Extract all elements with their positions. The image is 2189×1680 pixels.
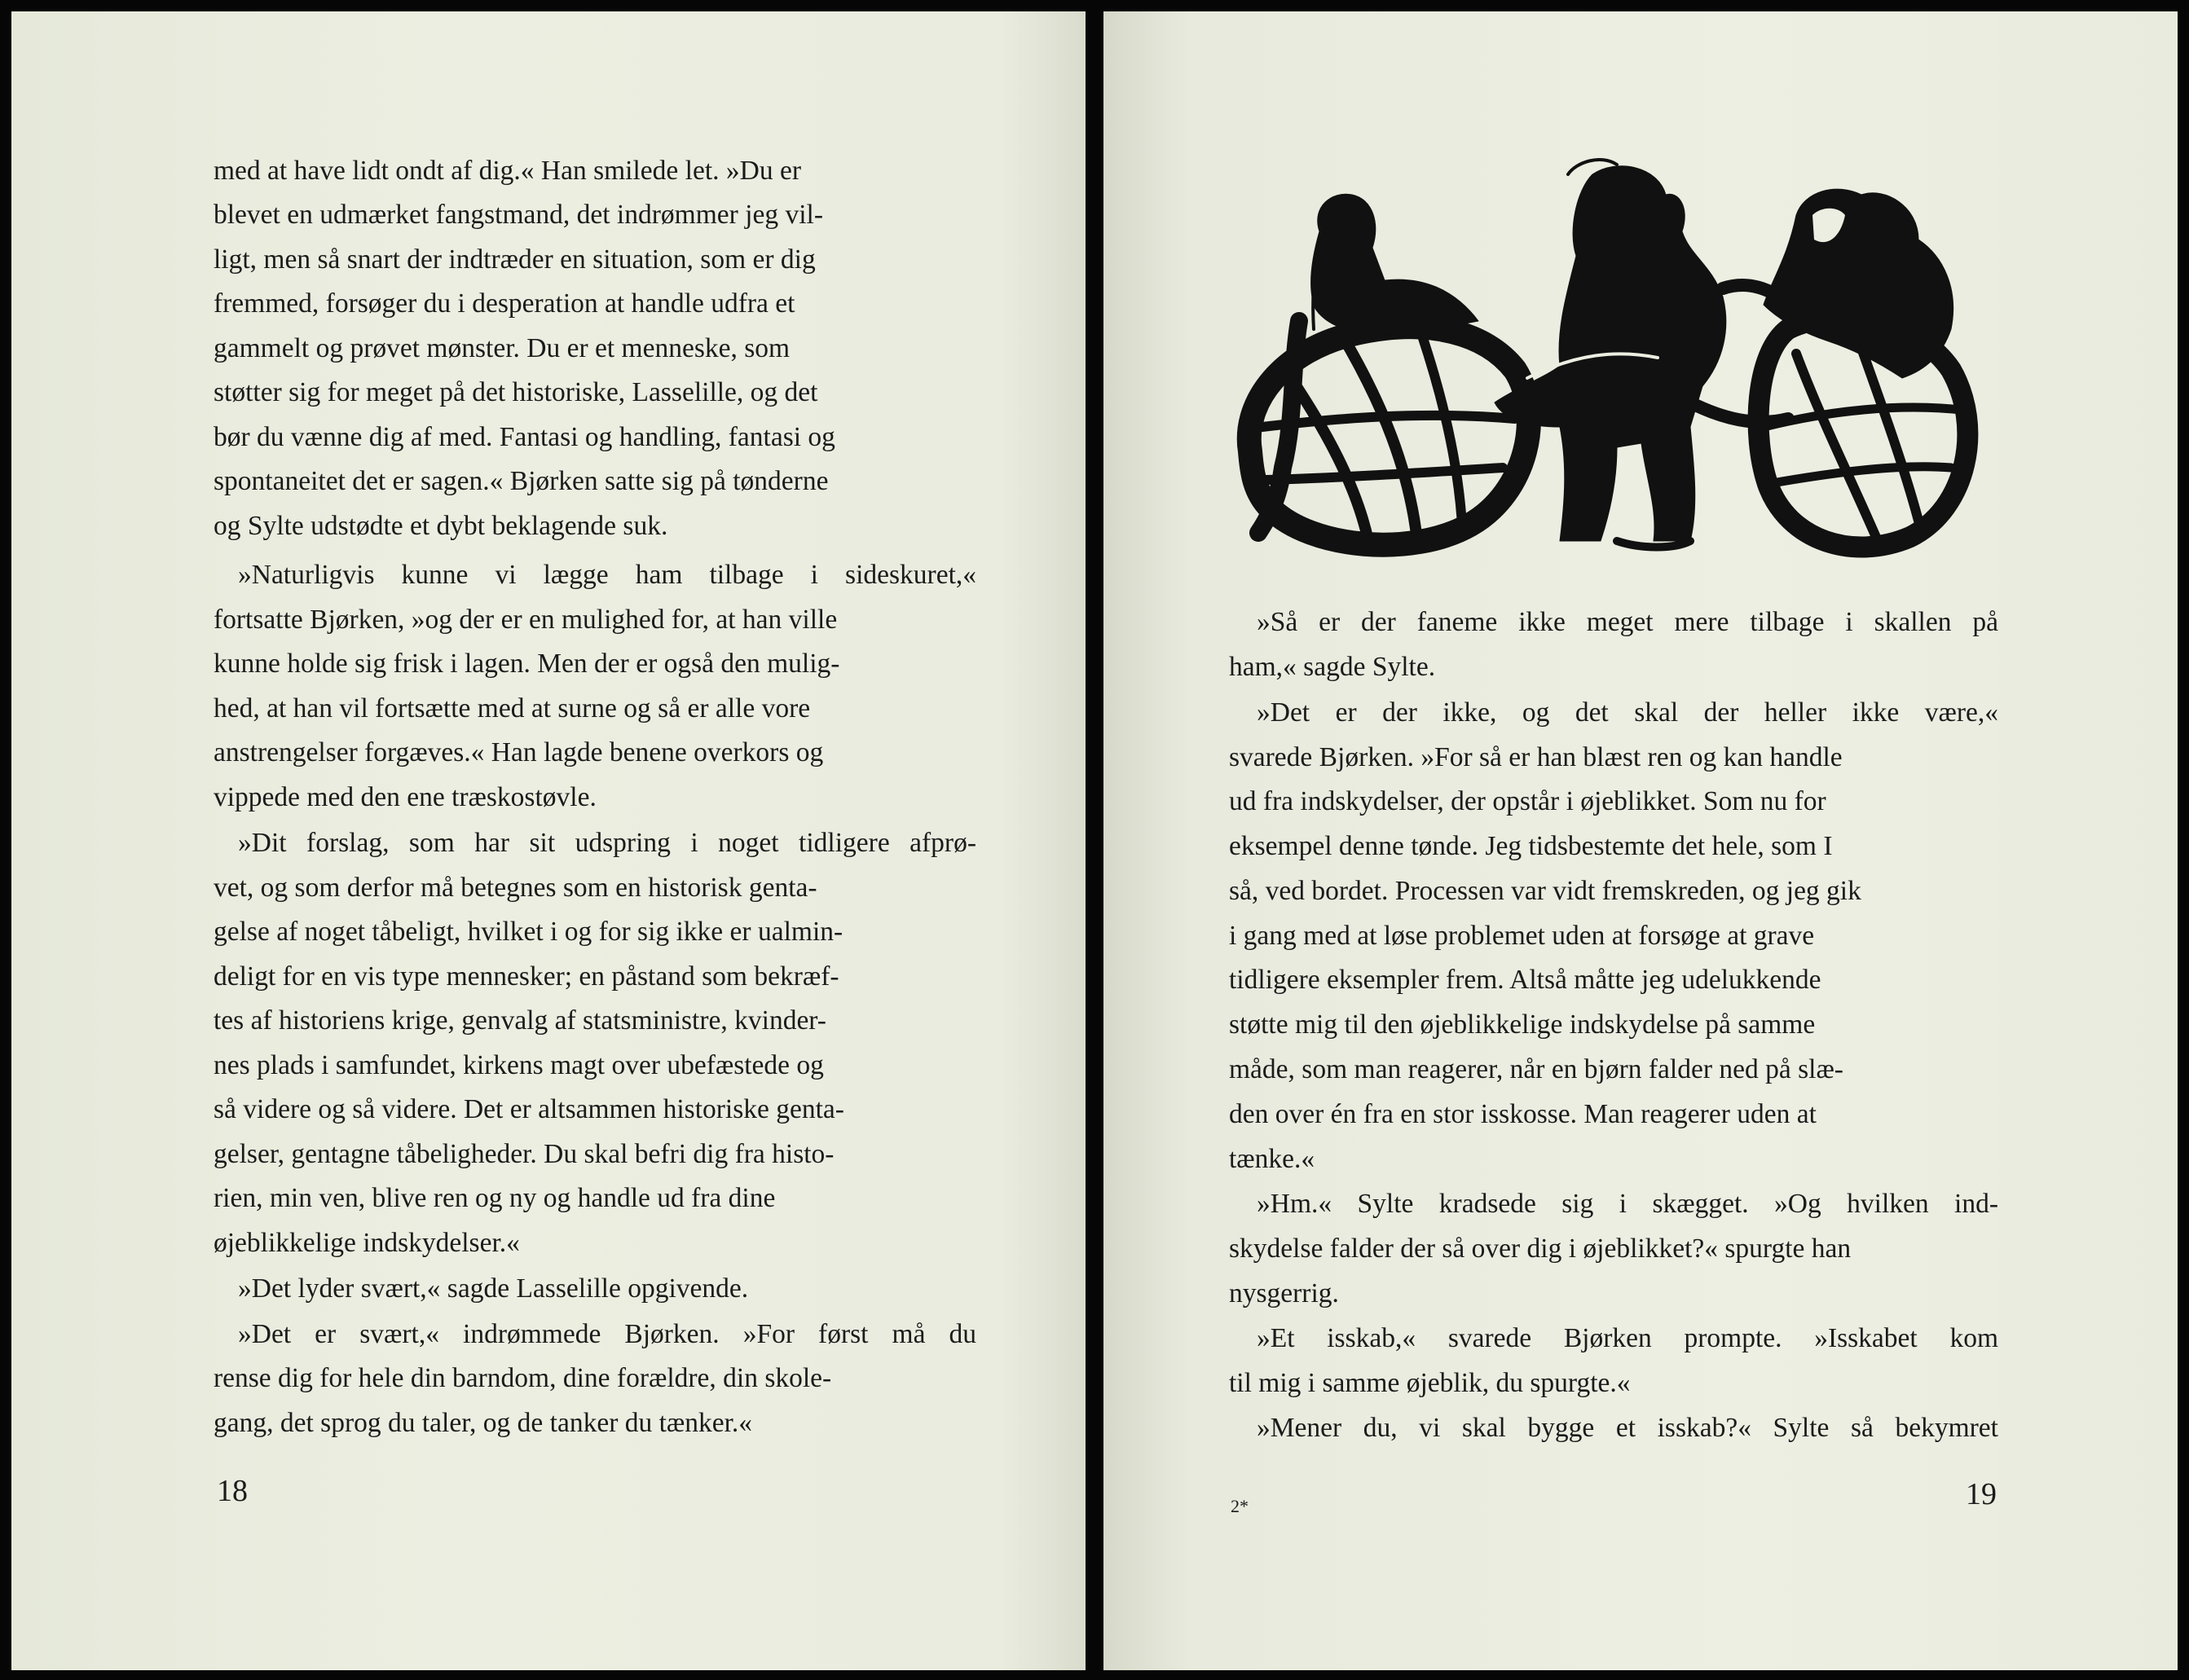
text-line: så, ved bordet. Processen var vidt fremskreden, og jeg gik (1229, 876, 1861, 906)
text-line: gelser, gentagne tåbeligheder. Du skal befri dig fra histo- (214, 1139, 835, 1169)
text-line: gang, det sprog du taler, og de tanker du tænker.« (214, 1408, 753, 1438)
text-line: tes af historiens krige, genvalg af statsministre, kvinder- (214, 1005, 826, 1036)
text-line: anstrengelser forgæves.« Han lagde benene overkors og (214, 737, 824, 767)
text-line: ud fra indskydelser, der opstår i øjeblikket. Som nu for (1229, 786, 1826, 816)
text-line: »Dit forslag, som har sit udspring i noget tidligere afprø- (238, 828, 976, 858)
ink-illustration-figures-with-barrels (1234, 158, 1984, 574)
text-line: rien, min ven, blive ren og ny og handle ud fra dine (214, 1183, 776, 1213)
text-line: og Sylte udstødte et dybt beklagende suk. (214, 511, 668, 541)
text-line: støtter sig for meget på det historiske, Lasselille, og det (214, 377, 818, 407)
page-number: 18 (217, 1474, 248, 1508)
text-line: »Det er der ikke, og det skal der heller ikke være,« (1257, 697, 1998, 728)
text-line: »Et isskab,« svarede Bjørken prompte. »Isskabet kom (1257, 1323, 1998, 1353)
text-line: øjeblikkelige indskydelser.« (214, 1228, 520, 1258)
text-line: »Det er svært,« indrømmede Bjørken. »For først må du (238, 1319, 976, 1349)
text-line: rense dig for hele din barndom, dine forældre, din skole- (214, 1363, 832, 1393)
text-line: hed, at han vil fortsætte med at surne og så er alle vore (214, 693, 811, 723)
text-line: gammelt og prøvet mønster. Du er et menneske, som (214, 333, 791, 363)
text-line: »Hm.« Sylte kradsede sig i skægget. »Og hvilken ind- (1257, 1189, 1998, 1219)
text-line: med at have lidt ondt af dig.« Han smilede let. »Du er (214, 156, 801, 186)
text-line: »Mener du, vi skal bygge et isskab?« Sylte så bekymret (1257, 1413, 1998, 1443)
text-line: fortsatte Bjørken, »og der er en mulighed for, at han ville (214, 605, 838, 635)
text-line: støtte mig til den øjeblikkelige indskydelse på samme (1229, 1009, 1816, 1040)
text-line: »Så er der faneme ikke meget mere tilbage i skallen på (1257, 607, 1998, 637)
text-line: eksempel denne tønde. Jeg tidsbestemte det hele, som I (1229, 831, 1833, 861)
right-page (1103, 11, 2178, 1670)
text-line: »Det lyder svært,« sagde Lasselille opgivende. (238, 1273, 749, 1304)
text-line: nes plads i samfundet, kirkens magt over ubefæstede og (214, 1050, 824, 1080)
text-line: måde, som man reagerer, når en bjørn falder ned på slæ- (1229, 1054, 1843, 1084)
text-line: nysgerrig. (1229, 1278, 1339, 1308)
text-line: kunne holde sig frisk i lagen. Men der er også den mulig- (214, 649, 840, 679)
text-line: den over én fra en stor isskosse. Man reagerer uden at (1229, 1099, 1817, 1129)
text-line: i gang med at løse problemet uden at forsøge at grave (1229, 921, 1815, 951)
text-line: bør du vænne dig af med. Fantasi og handling, fantasi og (214, 422, 835, 452)
text-line: deligt for en vis type mennesker; en påstand som bekræf- (214, 961, 839, 992)
text-line: »Naturligvis kunne vi lægge ham tilbage i sideskuret,« (238, 560, 976, 590)
text-line: vet, og som derfor må betegnes som en historisk genta- (214, 873, 817, 903)
text-line: til mig i samme øjeblik, du spurgte.« (1229, 1368, 1631, 1398)
text-line: ham,« sagde Sylte. (1229, 652, 1436, 682)
text-line: ligt, men så snart der indtræder en situation, som er dig (214, 244, 816, 275)
text-line: vippede med den ene træskostøvle. (214, 782, 597, 812)
text-line: spontaneitet det er sagen.« Bjørken satte sig på tønderne (214, 466, 829, 496)
left-page (11, 11, 1086, 1670)
signature-mark: 2* (1231, 1496, 1249, 1516)
text-line: fremmed, forsøger du i desperation at handle udfra et (214, 288, 795, 319)
text-line: blevet en udmærket fangstmand, det indrømmer jeg vil- (214, 200, 823, 230)
text-line: så videre og så videre. Det er altsammen historiske genta- (214, 1094, 844, 1124)
page-number: 19 (1966, 1477, 1997, 1511)
text-line: tidligere eksempler frem. Altså måtte jeg udelukkende (1229, 965, 1821, 995)
text-line: gelse af noget tåbeligt, hvilket i og for sig ikke er ualmin- (214, 917, 843, 947)
text-line: skydelse falder der så over dig i øjeblikket?« spurgte han (1229, 1234, 1852, 1264)
text-line: svarede Bjørken. »For så er han blæst ren og kan handle (1229, 742, 1843, 772)
text-line: tænke.« (1229, 1144, 1315, 1174)
